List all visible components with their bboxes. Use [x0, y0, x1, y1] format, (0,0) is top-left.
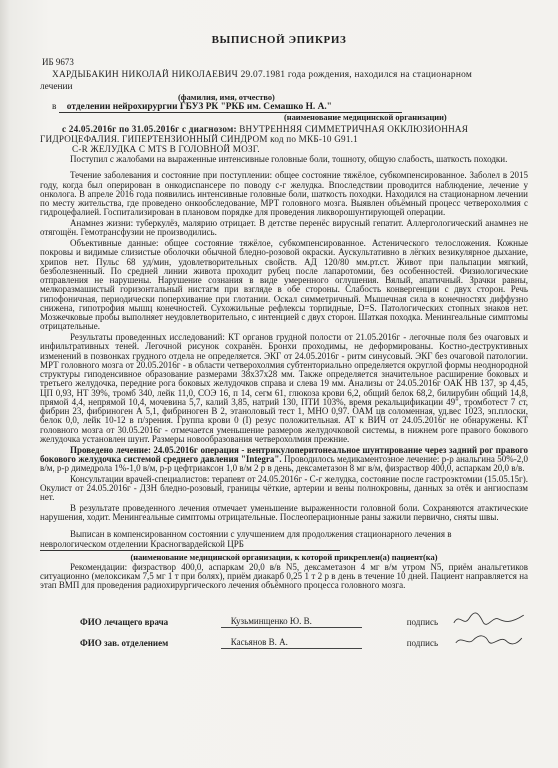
consultations-paragraph: Консультации врачей-специалистов: терапевт от 24.05.2016г - С-г желудка, состояние после гастроэктомии (15.05.15г). Окулист от 24.05.2016г - ДЗН бледно-розовый, границы чёткие, артерии и вены полнокровны, данных за отёк и ангиоспазм нет. — [40, 473, 528, 503]
department-name: отделении нейрохирургии ГБУЗ РК "РКБ им. Семашко Н. А." — [59, 102, 402, 113]
anamnesis-paragraph: Анамнез жизни: туберкулёз, малярию отрицает. В детстве перенёс вирусный гепатит. Аллергологический анамнез не отягощён. Гемотрансфузии не производились. — [40, 218, 528, 238]
treatment-operation: Проведено лечение: 24.05.2016г операция - вентрикулоперитонеальное шунтирование через задний рог правого бокового желудочка системой среднего давления "Integra". — [40, 444, 528, 464]
diagnosis-line-2: ГИДРОЦЕФАЛИЯ. ГИПЕРТЕНЗИОННЫЙ СИНДРОМ код по МКБ-10 G91.1 — [40, 134, 358, 144]
treatment-paragraph — [40, 446, 528, 474]
attending-doctor-sign-label: подпись — [406, 617, 439, 628]
complaints-paragraph: Поступил с жалобами на выраженные интенсивные головные боли, тошноту, общую слабость, шаткость походки. — [70, 154, 508, 164]
head-of-department-label: ФИО зав. отделением — [80, 638, 169, 649]
discharge-destination: неврологическом отделении Красногвардейской ЦРБ — [40, 540, 340, 550]
diagnosis-text-1: ВНУТРЕННЯЯ СИММЕТРИЧНАЯ ОККЛЮЗИОННАЯ — [239, 124, 469, 134]
discharge-caption: (наименование медицинской организации, к которой прикреплен(а) пациент(ка) — [130, 552, 438, 562]
department-caption: (наименование медицинской организации) — [284, 113, 447, 122]
head-of-department-sign-label: подпись — [406, 638, 439, 649]
signature-scribble-2 — [450, 631, 528, 649]
record-number: ИБ 9673 — [42, 57, 74, 67]
department-prefix: в — [52, 102, 57, 112]
history-paragraph: Течение заболевания и состояние при поступлении: общее состояние тяжёлое, субкомпенсированное. Заболел в 2015 году, когда был оперирован в онкодиспансере по поводу с-г желудка. Впоследствии проводится наблюдение, лечение у онколога. В апреле 2016 года появились интенсивные головные боли, шаткость походки. Находился на стационарном лечении по месту жительства, где проведено онкообследование, МРТ головного мозга. Выявлен объёмный процесс четверохолмия с гидроцефалией. Госпитализирован в плановом порядке для проведения ликворошунтирующей операции. — [40, 170, 528, 218]
diagnosis-lead: с 24.05.2016г по 31.05.2016г с диагнозом: — [62, 124, 237, 134]
attending-doctor-row — [40, 607, 528, 628]
patient-line-2: лечении — [40, 82, 73, 92]
attending-doctor-label: ФИО лечащего врача — [80, 617, 169, 628]
document-title: ВЫПИСНОЙ ЭПИКРИЗ — [211, 34, 347, 46]
patient-caption: (фамилия, имя, отчество) — [178, 93, 275, 102]
signature-block — [40, 607, 528, 649]
head-of-department-row — [40, 628, 528, 649]
attending-doctor-name: Кузьминщенко Ю. В. — [221, 617, 362, 627]
treatment-medication: Проводилось медикаментозное лечение: р-р анальгина 50%-2,0 в/м, р-р димедрола 1%-1,0 в/м, р-р цефтриаксон 1,0 в/м 2 р в день, дексаметазон 8 мг в/м, физраствор 400,0, аспаркам 20,0 в/в. — [40, 453, 528, 473]
objective-paragraph: Объективные данные: общее состояние тяжёлое, субкомпенсированное. Астенического телосложения. Кожные покровы и видимые слизистые оболочки обычной бледно-розовой окраски. Аускультативно в лёгких везикулярное дыхание, хрипов нет. Пульс 68 уд/мин, удовлетворительных свойств. АД 120/80 мм.рт.ст. Живот при пальпации мягкий, безболезненный. По средней линии живота проходит рубец после лапаротомии, без особенностей. Физиологические отправления не нарушены. Нарушение сознания в виде умеренного оглушения. Вялый, апатичный. Зрачки равны, мелкоразмашистый горизонтальный нистагм при взгляде в обе стороны. Слабость конвергенции с двух сторон. Речь гипофоничная, периодически поперхивание при глотании. Оскал симметричный. Мышечная сила в конечностях диффузно снижена, гипотрофия мышц конечностей. Сухожильные рефлексы торпидные, D=S. Патологических стопных знаков нет. Мозжечковые пробы выполняет неудовлетворительно, с интенцией с двух сторон. Шаткая походка. Менингеальные симптомы отрицательные. — [40, 238, 528, 332]
patient-line-1: ХАРДЫБАКИН НИКОЛАЙ НИКОЛАЕВИЧ 29.07.1981 года рождения, находился на стационарном — [52, 70, 473, 80]
department-line — [52, 102, 402, 112]
diagnosis-line-3: C-R ЖЕЛУДКА С MTS В ГОЛОВНОЙ МОЗГ. — [72, 144, 260, 154]
results-paragraph: Результаты проведенных исследований: КТ органов грудной полости от 21.05.2016г - легочные поля без очаговых и инфильтративных теней. Легочной рисунок сохранён. Бронхи проходимы, не деформированы. Костно-деструктивных изменений в позвонках грудного отдела не определяется. ЭКГ от 24.05.2016г - ритм синусовый. ЭКГ без очаговой патологии. МРТ головного мозга от 20.05.2016г - в области четверохолмия субтенториально определяется округлой формы неоднородной структуры гиподенсивное образование размерами 38х37х28 мм. Также определяется значительное расширение боковых и третьего желудочка, передние рога боковых желудочков справа и слева 19 мм. Анализы от 24.05.2016г ОАК НВ 137, эр 4,45, ЦП 0,93, НТ 39%, тромб 340, лейк 11,0, СОЭ 16, п 14, сегм 61, глюкоза крови 6,2, общий белок 68,2, билирубин общий 14,8, прямой 4,4, непрямой 10,4, мочевина 5,7, калий 3,85, натрий 130, ПТИ 103%, время рекальцификации 49", тромботест 7 ст, фибрин 23, фибриноген А 5,1, фибриноген В 2, этаноловый тест 1, МНО 0,97. ОАМ цв соломенная, уд.вес 1023, эп.плоски, белок 0,0, лейк 10-12 в п/зрения. Группа крови 0 (I) резус положительная. АТ к ВИЧ от 24.05.2016г не обнаружены. КТ головного мозга от 30.05.2016г - отмечается уменьшение размеров желудочковой системы, в нижнем роге правого бокового желудочка установлен шунт. Размеры новообразования четверохолмия прежние. — [40, 332, 528, 444]
recommendations-paragraph: Рекомендации: физраствор 400,0, аспаркам 20,0 в/в N5, дексаметазон 4 мг в/м утром N5, приём анальгетиков ситуационно (мелоксикам 7,5 мг 1 т при болях), приём диакарб 0,25 1 т 2 р в день в течение 10 дней. Пациент направляется на этап ВМП для проведения радиохирургического лечения объёмного процесса головного мозга. — [40, 561, 528, 591]
diagnosis-line-1 — [62, 124, 532, 134]
signature-scribble-1 — [450, 610, 528, 628]
document-body — [40, 155, 528, 649]
outcome-paragraph: В результате проведенного лечения отмечает уменьшение выраженности головной боли. Сохраняются атактические нарушения, ходит. Менингеальные симптомы отрицательные. Послеоперационные раны зажили первично, сняты швы. — [40, 503, 528, 523]
head-of-department-name: Касьянов В. А. — [221, 638, 362, 648]
discharge-paragraph: Выписан в компенсированном состоянии с улучшением для продолжения стационарного лечения в — [70, 528, 452, 539]
